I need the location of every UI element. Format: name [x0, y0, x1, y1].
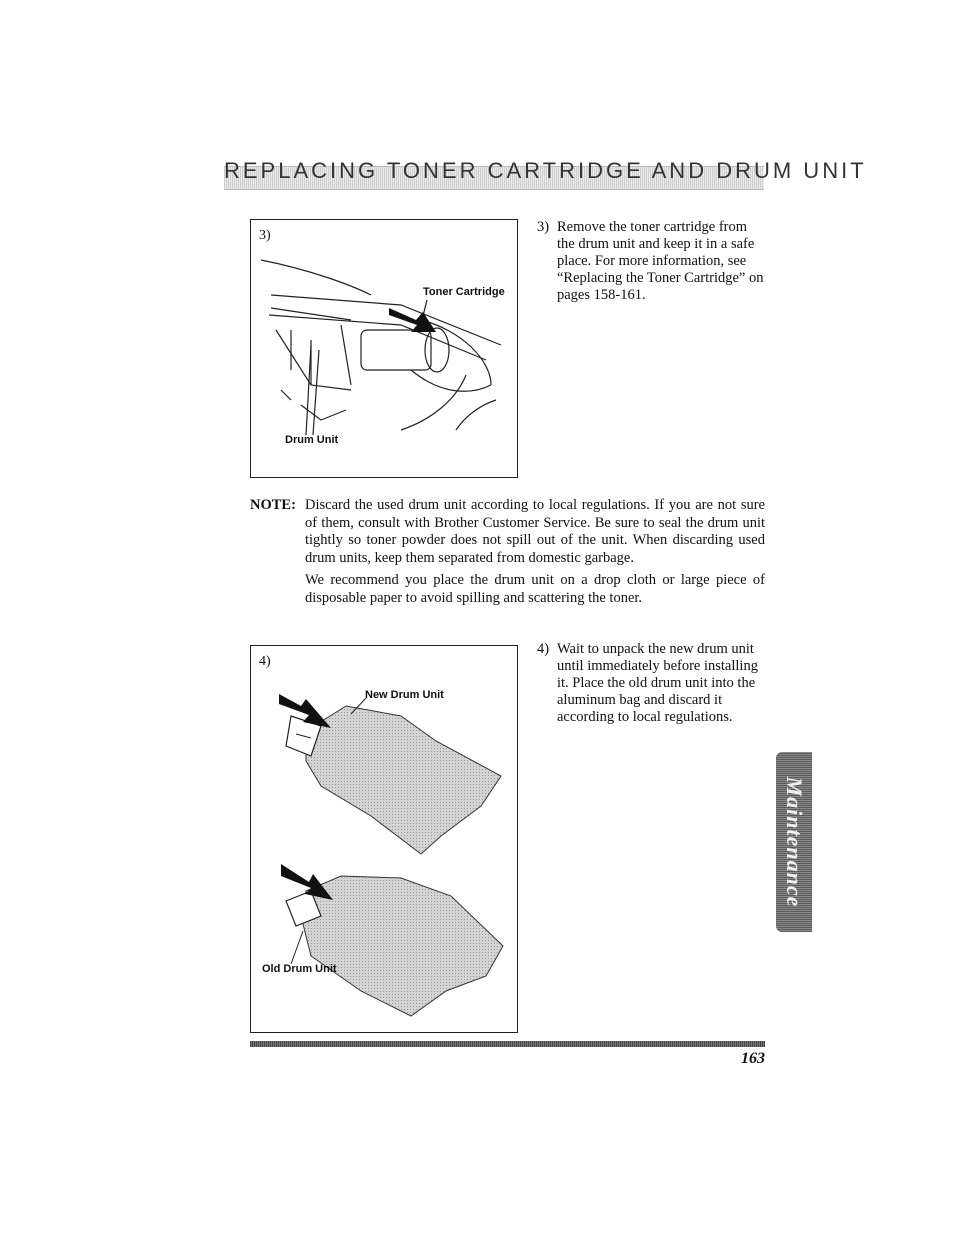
page-number: 163: [741, 1050, 765, 1067]
drum-bag-illustration: [251, 646, 519, 1034]
step-4: [537, 641, 765, 726]
maintenance-side-tab: [776, 752, 812, 932]
note-paragraph-2: We recommend you place the drum unit on a drop cloth or large piece of disposable paper to avoid spilling and scattering the toner.: [305, 572, 765, 606]
drum-unit-label: Drum Unit: [285, 434, 339, 446]
note-label: NOTE:: [250, 497, 296, 513]
step-4-number: 4): [537, 641, 550, 657]
step-3-text: Remove the toner cartridge from the drum unit and keep it in a safe place. For more information, see “Replacing the Toner Cartridge” on pages 158-161.: [557, 219, 764, 303]
side-tab-label: Maintenance: [782, 776, 807, 908]
step-4-text: Wait to unpack the new drum unit until immediately before installing it. Place the old drum unit into the aluminum bag and discard it according to local regulations.: [557, 641, 758, 725]
figure-4-number: 4): [259, 654, 271, 669]
step-3-number: 3): [537, 219, 550, 235]
footer-rule: [250, 1041, 765, 1047]
old-drum-unit-label: Old Drum Unit: [262, 963, 337, 975]
figure-4: [250, 645, 518, 1033]
chapter-title: REPLACING TONER CARTRIDGE AND DRUM UNIT: [224, 158, 867, 183]
new-drum-unit-label: New Drum Unit: [365, 689, 444, 701]
figure-3-number: 3): [259, 228, 271, 243]
figure-3: [250, 219, 518, 478]
toner-cartridge-label: Toner Cartridge: [423, 286, 505, 298]
note-paragraph-1: Discard the used drum unit according to local regulations. If you are not sure of them, consult with Brother Customer Service. Be sure to seal the drum unit tightly so toner powder does not spill out of the unit. When discarding used drum units, keep them separated from domestic garbage.: [305, 497, 765, 566]
step-3: [537, 219, 765, 304]
header-band: [224, 158, 867, 190]
